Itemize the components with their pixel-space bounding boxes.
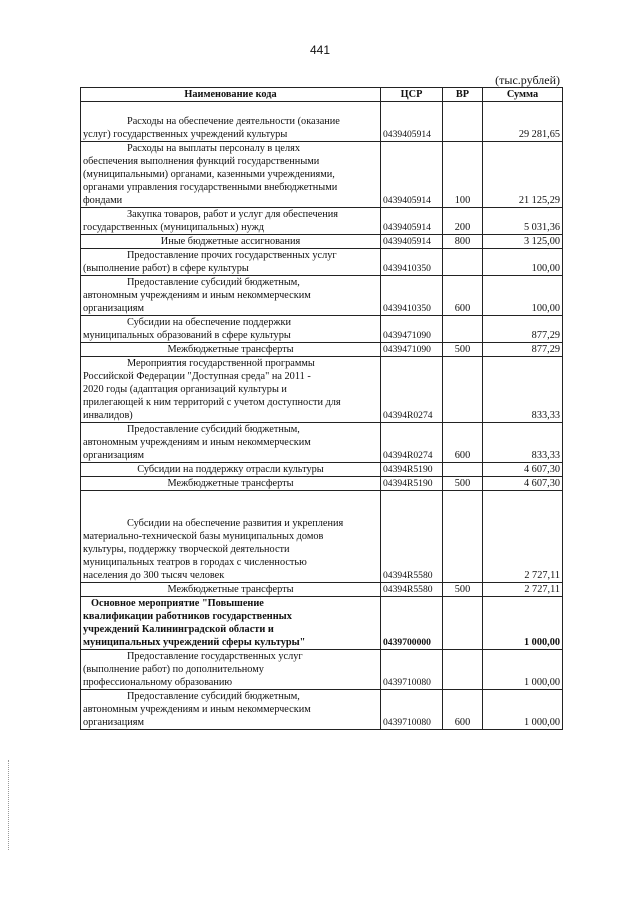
row-sum: 833,33 [483,357,563,423]
row-sum: 2 727,11 [483,491,563,583]
row-csr: 0439700000 [381,597,443,650]
row-vr [443,102,483,142]
blank-line [83,491,378,504]
row-name-line: Предоставление прочих государственных услуг [127,250,337,261]
row-csr: 04394R0274 [381,423,443,463]
row-vr: 600 [443,423,483,463]
row-name-line: муниципальных учреждений сферы культуры" [83,637,306,648]
row-vr: 500 [443,477,483,491]
row-name-line: Предоставление государственных услуг [127,651,303,662]
header-name: Наименование кода [81,88,381,102]
row-csr: 04394R5190 [381,463,443,477]
table-row [81,316,563,343]
row-sum: 100,00 [483,276,563,316]
row-csr: 0439405914 [381,142,443,208]
row-sum: 29 281,65 [483,102,563,142]
row-sum: 100,00 [483,249,563,276]
table-row [81,235,563,249]
row-sum: 1 000,00 [483,650,563,690]
row-name-line: прилегающей к ним территорий с учетом доступности для [83,397,341,408]
row-name-line: автономным учреждениям и иным некоммерческим [83,290,311,301]
row-sum: 3 125,00 [483,235,563,249]
header-csr: ЦСР [381,88,443,102]
table-header-row [81,88,563,102]
row-name-line: Иные бюджетные ассигнования [160,236,301,247]
row-sum: 877,29 [483,316,563,343]
row-name [81,102,381,142]
row-name-line: Закупка товаров, работ и услуг для обеспечения [127,209,338,220]
row-name-line: инвалидов) [83,410,133,421]
row-vr [443,597,483,650]
row-csr: 04394R0274 [381,357,443,423]
row-name-line: Предоставление субсидий бюджетным, [127,691,300,702]
table-row [81,477,563,491]
row-vr [443,357,483,423]
row-name-line: (выполнение работ) по дополнительному [83,664,264,675]
table-row [81,597,563,650]
table-row [81,690,563,730]
units-label: (тыс.рублей) [495,73,560,87]
row-name-line: Межбюджетные трансферты [167,344,294,355]
row-name-line: учреждений Калининградской области и [83,624,274,635]
row-vr: 600 [443,276,483,316]
row-name-line: 2020 годы (адаптация организаций культуры и [83,384,287,395]
row-csr: 0439410350 [381,249,443,276]
table-row [81,276,563,316]
row-name [81,491,381,583]
table-row [81,102,563,142]
table-row [81,357,563,423]
row-name-line: организациям [83,450,145,461]
row-sum: 1 000,00 [483,597,563,650]
row-csr: 0439710080 [381,650,443,690]
row-name [81,142,381,208]
row-name [81,650,381,690]
table-row [81,249,563,276]
row-name-line: фондами [83,195,123,206]
table-row [81,463,563,477]
row-name-line: услуг) государственных учреждений культуры [83,129,288,140]
row-name-line: (муниципальными) органами, казенными учреждениями, [83,169,335,180]
row-sum: 5 031,36 [483,208,563,235]
row-name-line: населения до 300 тысяч человек [83,570,225,581]
header-sum: Сумма [483,88,563,102]
table-body [81,102,563,730]
row-name-line: (выполнение работ) в сфере культуры [83,263,249,274]
row-name-line: Расходы на выплаты персоналу в целях [127,143,300,154]
row-name-line: материально-технической базы муниципальных домов [83,531,324,542]
row-csr: 0439471090 [381,343,443,357]
row-csr: 0439710080 [381,690,443,730]
table-row [81,491,563,583]
row-name [81,690,381,730]
row-sum: 833,33 [483,423,563,463]
blank-line [83,504,378,517]
row-csr: 0439405914 [381,102,443,142]
row-vr [443,491,483,583]
row-sum: 4 607,30 [483,477,563,491]
row-name [81,316,381,343]
row-sum: 21 125,29 [483,142,563,208]
row-name [81,276,381,316]
row-name-line: автономным учреждениям и иным некоммерческим [83,704,311,715]
row-name-line: автономным учреждениям и иным некоммерческим [83,437,311,448]
row-csr: 04394R5580 [381,491,443,583]
row-sum: 2 727,11 [483,583,563,597]
row-name-line: государственных (муниципальных) нужд [83,222,264,233]
table-row [81,343,563,357]
row-vr [443,249,483,276]
row-csr: 0439405914 [381,208,443,235]
row-name [81,463,381,477]
row-name-line: Субсидии на обеспечение развития и укрепления [127,518,344,529]
header-vr: ВР [443,88,483,102]
row-vr [443,650,483,690]
row-vr [443,463,483,477]
page-number: 441 [309,43,331,57]
row-name-line: квалификации работников государственных [83,611,292,622]
row-vr: 600 [443,690,483,730]
row-name-line: профессиональному образованию [83,677,233,688]
row-name-line: Российской Федерации "Доступная среда" на 2011 - [83,371,311,382]
row-vr: 800 [443,235,483,249]
row-name-line: Мероприятия государственной программы [127,358,315,369]
row-name [81,208,381,235]
row-vr: 100 [443,142,483,208]
row-name-line: Предоставление субсидий бюджетным, [127,424,300,435]
row-name [81,597,381,650]
row-csr: 0439471090 [381,316,443,343]
row-vr: 500 [443,343,483,357]
row-name-line: Расходы на обеспечение деятельности (оказание [127,116,340,127]
blank-line [83,102,378,115]
row-name-line: Основное мероприятие "Повышение [91,598,264,609]
row-csr: 0439405914 [381,235,443,249]
row-name-line: организациям [83,303,145,314]
table-row [81,208,563,235]
row-name [81,357,381,423]
row-name-line: органами управления государственными внебюджетными [83,182,338,193]
row-csr: 0439410350 [381,276,443,316]
row-name [81,423,381,463]
row-name-line: Межбюджетные трансферты [167,584,294,595]
row-name-line: организациям [83,717,145,728]
row-vr: 200 [443,208,483,235]
row-sum: 1 000,00 [483,690,563,730]
row-vr [443,316,483,343]
table-row [81,423,563,463]
row-name-line: муниципальных образований в сфере культуры [83,330,291,341]
row-sum: 4 607,30 [483,463,563,477]
row-name-line: Предоставление субсидий бюджетным, [127,277,300,288]
row-name [81,235,381,249]
row-name-line: Субсидии на обеспечение поддержки [127,317,292,328]
row-name-line: обеспечения выполнения функций государственными [83,156,320,167]
row-name [81,583,381,597]
row-name-line: муниципальных театров в городах с численностью [83,557,307,568]
row-name-line: Межбюджетные трансферты [167,478,294,489]
row-vr: 500 [443,583,483,597]
row-csr: 04394R5580 [381,583,443,597]
margin-mark [8,760,9,850]
row-name-line: культуры, поддержку творческой деятельности [83,544,290,555]
table-row [81,583,563,597]
budget-table [80,87,563,730]
row-name [81,477,381,491]
table-row [81,650,563,690]
table-row [81,142,563,208]
row-csr: 04394R5190 [381,477,443,491]
row-name [81,249,381,276]
row-name [81,343,381,357]
row-sum: 877,29 [483,343,563,357]
row-name-line: Субсидии на поддержку отрасли культуры [137,464,324,475]
